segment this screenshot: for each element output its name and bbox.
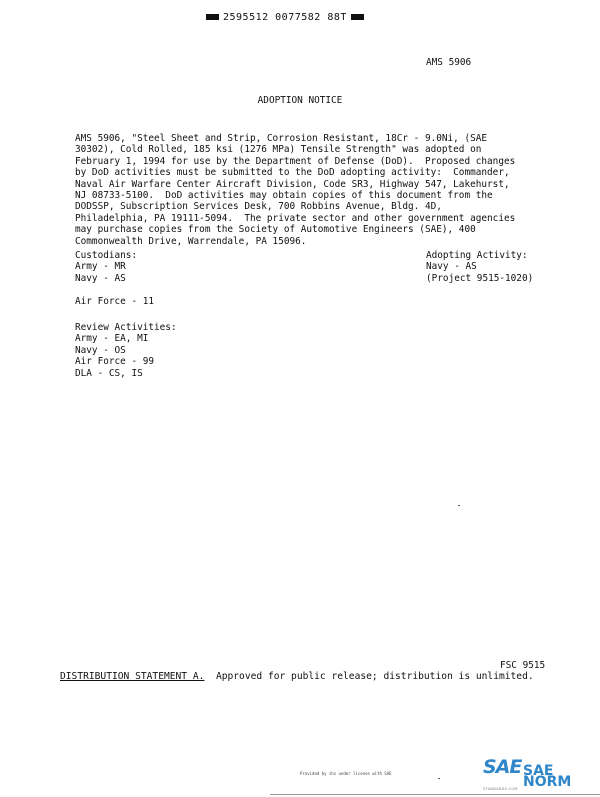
scan-speck — [458, 505, 460, 506]
custodian-item: Navy - AS — [75, 272, 126, 284]
logo-mark: SAE — [483, 756, 522, 778]
review-item: Army - EA, MI — [75, 333, 149, 345]
body-line: Commonwealth Drive, Warrendale, PA 15096. — [75, 235, 307, 247]
notice-body — [75, 133, 555, 247]
bottom-rule — [270, 794, 600, 795]
footer-fineprint: Provided by ihs under license with SAE — [300, 771, 392, 776]
barcode-block-left — [206, 14, 219, 20]
body-line: Naval Air Warfare Center Aircraft Division, Code SR3, Highway 547, Lakehurst, — [75, 178, 510, 190]
barcode-block-right — [351, 14, 364, 20]
adopting-item: (Project 9515-1020) — [426, 272, 534, 284]
scan-speck — [438, 778, 440, 779]
review-item: Navy - OS — [75, 344, 126, 356]
logo-wordmark: SAE NORM — [523, 763, 572, 791]
body-line: by DoD activities must be submitted to the DoD adopting activity: Commander, — [75, 167, 510, 179]
body-line: NJ 08733-5100. DoD activities may obtain copies of this document from the — [75, 190, 493, 202]
document-number: AMS 5906 — [426, 57, 472, 68]
distribution-label: DISTRIBUTION STATEMENT A. — [60, 671, 205, 682]
review-item: Air Force - 99 — [75, 356, 155, 368]
body-line: DODSSP, Subscription Services Desk, 700 Robbins Avenue, Bldg. 4D, — [75, 201, 442, 213]
review-item: DLA - CS, IS — [75, 367, 143, 379]
distribution-text: Approved for public release; distribution is unlimited. — [204, 671, 534, 682]
review-activities-block — [75, 322, 177, 379]
custodian-item: Army - MR — [75, 261, 126, 273]
sae-norm-logo — [483, 756, 593, 791]
barcode-header — [202, 12, 368, 23]
body-line: may purchase copies from the Society of Automotive Engineers (SAE), 400 — [75, 224, 476, 236]
distribution-statement — [60, 671, 534, 682]
review-heading: Review Activities: — [75, 322, 177, 333]
custodians-block — [75, 250, 137, 284]
body-line: AMS 5906, "Steel Sheet and Strip, Corrosion Resistant, 18Cr - 9.0Ni, (SAE — [75, 133, 488, 144]
air-force-custodian: Air Force - 11 — [75, 296, 155, 307]
page-title: ADOPTION NOTICE — [257, 95, 343, 106]
logo-tagline: STANDARDS.COM — [483, 787, 518, 791]
barcode-text: 2595512 0077582 88T — [223, 12, 347, 23]
body-line: 30302), Cold Rolled, 185 ksi (1276 MPa) Tensile Strength" was adopted on — [75, 144, 482, 156]
body-line: February 1, 1994 for use by the Department of Defense (DoD). Proposed changes — [75, 155, 516, 167]
adopting-heading: Adopting Activity: — [426, 250, 528, 261]
adopting-item: Navy - AS — [426, 261, 477, 273]
fsc-code: FSC 9515 — [500, 660, 546, 671]
adopting-activity-block — [426, 250, 533, 284]
custodians-heading: Custodians: — [75, 250, 138, 261]
body-line: Philadelphia, PA 19111-5094. The private sector and other government agencies — [75, 212, 516, 224]
